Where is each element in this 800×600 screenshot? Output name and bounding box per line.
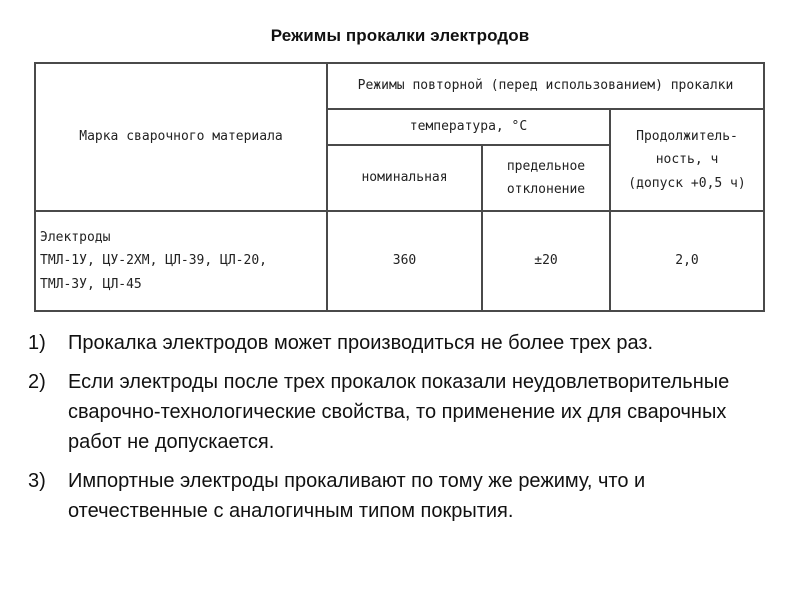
- header-deviation-line2: отклонение: [506, 182, 586, 197]
- list-item: [28, 466, 778, 526]
- deviation-cell: [482, 211, 610, 311]
- header-deviation-line1: предельное: [506, 158, 586, 174]
- header-deviation-cell: [482, 145, 610, 211]
- page-title: Режимы прокалки электродов: [270, 26, 530, 45]
- notes-list: [28, 328, 778, 535]
- header-temperature: температура, °С: [409, 119, 528, 135]
- nominal-temperature-value: 360: [392, 253, 417, 269]
- header-duration-line3: (допуск +0,5 ч): [628, 175, 746, 191]
- header-nominal: номинальная: [361, 170, 448, 186]
- note-text: Прокалка электродов может производиться не более трех раз.: [68, 332, 654, 354]
- note-text: Если электроды после трех прокалок показали неудовлетворительные сварочно-технологические свойства, то применение их для сварочных работ не допускается.: [68, 371, 730, 453]
- note-number: 1): [28, 332, 46, 354]
- material-cell: [35, 211, 327, 311]
- duration-value: 2,0: [675, 253, 699, 269]
- table-row: [35, 211, 764, 311]
- note-number: 3): [28, 470, 46, 492]
- note-number: 2): [28, 371, 46, 393]
- material-line3: ТМЛ-3У, ЦЛ-45: [40, 276, 142, 292]
- header-material-cell: [35, 63, 327, 211]
- header-nominal-cell: [327, 145, 482, 211]
- material-line2: ТМЛ-1У, ЦУ-2ХМ, ЦЛ-39, ЦЛ-20,: [40, 253, 267, 269]
- header-duration-line2: ность, ч: [655, 152, 719, 168]
- deviation-value: ±20: [534, 253, 558, 269]
- nominal-temperature-cell: [327, 211, 482, 311]
- header-duration-cell: [610, 109, 764, 211]
- list-item: [28, 328, 778, 358]
- header-modes-cell: [327, 63, 764, 109]
- note-text: Импортные электроды прокаливают по тому же режиму, что и отечественные с аналогичным типом покрытия.: [68, 470, 646, 522]
- duration-cell: [610, 211, 764, 311]
- header-material: Марка сварочного материала: [79, 129, 283, 145]
- calcination-modes-table: [34, 62, 765, 312]
- header-modes: Режимы повторной (перед использованием) прокалки: [357, 78, 734, 94]
- material-line1: Электроды: [40, 229, 111, 245]
- header-temperature-cell: [327, 109, 610, 145]
- header-duration-line1: Продолжитель-: [636, 128, 738, 144]
- list-item: [28, 367, 778, 457]
